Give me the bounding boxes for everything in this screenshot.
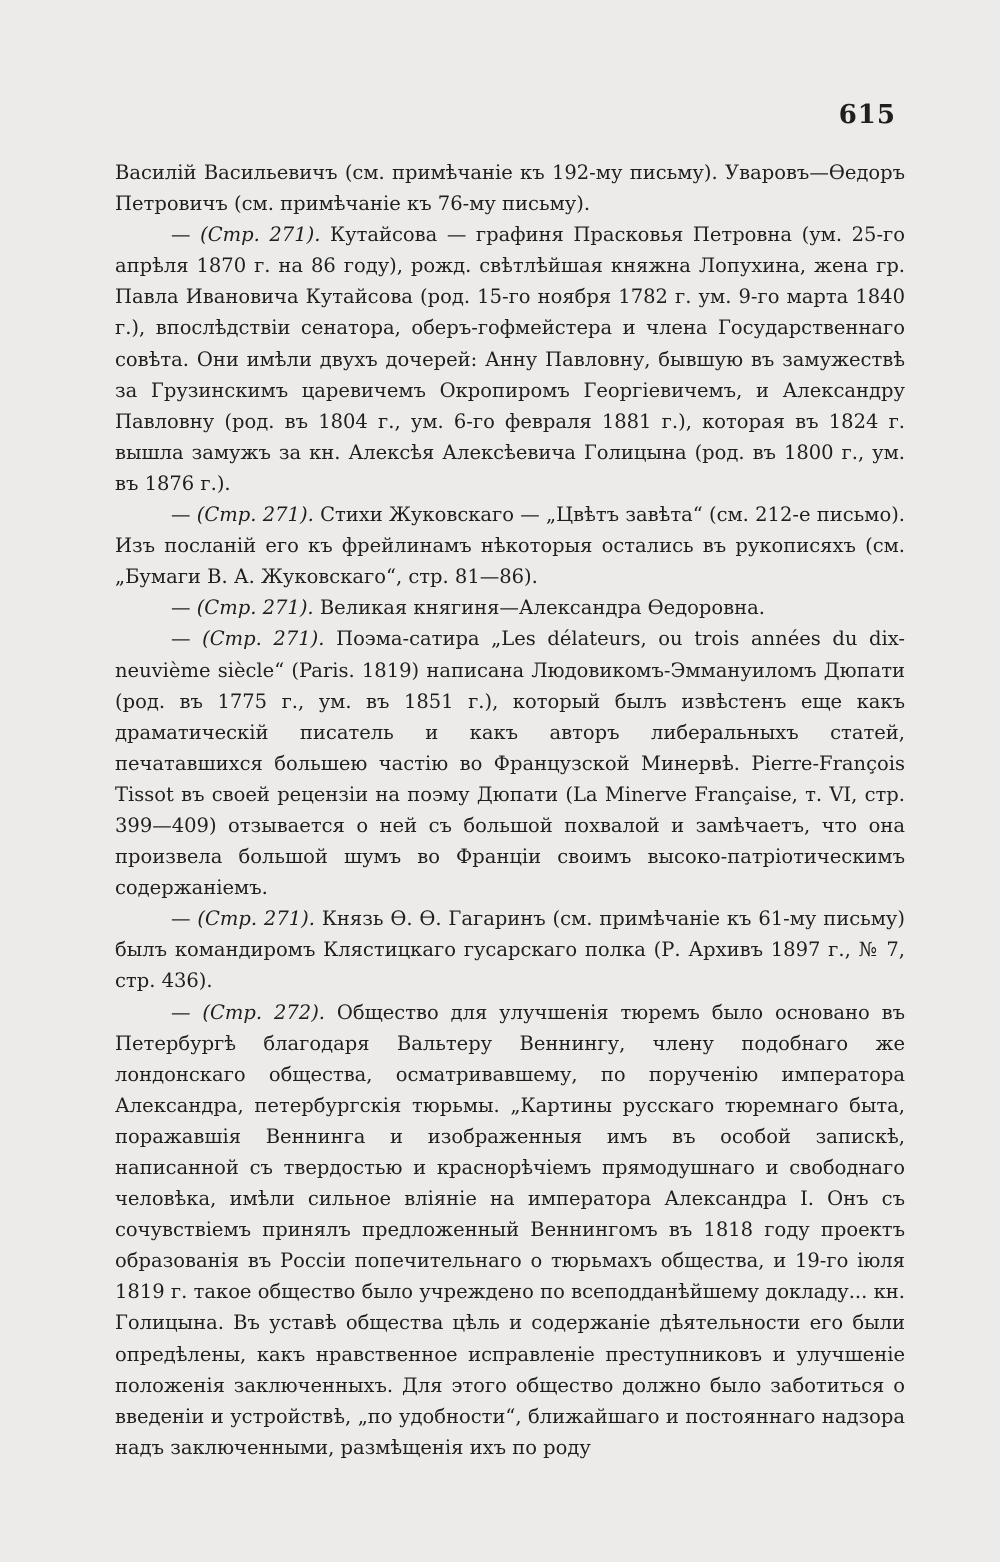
- body-text: [115, 157, 905, 1463]
- paragraph-3-reference: (Стр. 271).: [196, 503, 314, 527]
- paragraph-2-text: Кутайсова — графиня Прасковья Петровна (ум. 25-го апрѣля 1870 г. на 86 году), рожд. свѣтлѣйшая княжна Лопухина, жена гр. Павла Ивановича Кутайсова (род. 15-го ноября 1782 г. ум. 9-го марта 1840 г.), впослѣдствіи сенатора, оберъ-гофмейстера и члена Государственнаго совѣта. Они имѣли двухъ дочерей: Анну Павловну, бывшую въ замужествѣ за Грузинскимъ царевичемъ Окропиромъ Георгіевичемъ, и Александру Павловну (род. въ 1804 г., ум. 6-го февраля 1881 г.), которая въ 1824 г. вышла замужъ за кн. Алексѣя Алексѣевича Голицына (род. въ 1800 г., ум. въ 1876 г.).: [115, 223, 905, 495]
- paragraph-1: [115, 157, 905, 219]
- paragraph-7: [115, 997, 905, 1463]
- paragraph-6-text: Князь Ѳ. Ѳ. Гагаринъ (см. примѣчаніе къ 61-му письму) былъ командиромъ Клястицкаго гусарскаго полка (Р. Архивъ 1897 г., № 7, стр. 436).: [115, 907, 906, 993]
- paragraph-3-text: Стихи Жуковскаго — „Цвѣтъ завѣта“ (см. 212-е письмо). Изъ посланій его къ фрейлинамъ нѣкоторыя остались въ рукописяхъ (см. „Бумаги В. А. Жуковскаго“, стр. 81—86).: [115, 503, 906, 589]
- paragraph-7-text: Общество для улучшенія тюремъ было основано въ Петербургѣ благодаря Вальтеру Веннингу, члену подобнаго же лондонскаго общества, осматривавшему, по порученію императора Александра, петербургскія тюрьмы. „Картины русскаго тюремнаго быта, поражавшія Веннинга и изображенныя имъ въ особой запискѣ, написанной съ твердостью и краснорѣчіемъ прямодушнаго и свободнаго человѣка, имѣли сильное вліяніе на императора Александра I. Онъ съ сочувствіемъ принялъ предложенный Веннингомъ въ 1818 году проектъ образованія въ Россіи попечительнаго о тюрьмахъ общества, и 19-го іюля 1819 г. такое общество было учреждено по всеподданѣйшему докладу... кн. Голицына. Въ уставѣ общества цѣль и содержаніе дѣятельности его были опредѣлены, какъ нравственное исправленіе преступниковъ и улучшеніе положенія заключенныхъ. Для этого общество должно было заботиться о введеніи и устройствѣ, „по удобности“, ближайшаго и постояннаго надзора надъ заключенными, размѣщенія ихъ по роду: [115, 1000, 905, 1459]
- paragraph-5-text: Поэма-сатира „Les délateurs, ou trois années du dix-neuvième siècle“ (Paris. 1819) написана Людовикомъ-Эммануиломъ Дюпати (род. въ 1775 г., ум. въ 1851 г.), который былъ извѣстенъ еще какъ драматическій писатель и какъ авторъ либеральныхъ статей, печатавшихся большею частію во Французской Минервѣ. Pierre-François Tissot въ своей рецензіи на поэму Дюпати (La Minerve Française, т. VI, стр. 399—409) отзывается о ней съ большой похвалой и замѣчаетъ, что она произвела большой шумъ во Франціи своимъ высоко-патріотическимъ содержаніемъ.: [115, 627, 905, 900]
- paragraph-5: [115, 623, 905, 903]
- paragraph-4: [115, 592, 905, 623]
- paragraph-5-reference: (Стр. 271).: [202, 627, 325, 651]
- paragraph-6: [115, 903, 905, 996]
- paragraph-1-text: Василій Васильевичъ (см. примѣчаніе къ 192-му письму). Уваровъ—Ѳедоръ Петровичъ (см. примѣчаніе къ 76-му письму).: [115, 161, 905, 216]
- paragraph-4-dash: —: [171, 596, 191, 620]
- paragraph-6-dash: —: [171, 907, 191, 931]
- paragraph-7-dash: —: [171, 1000, 191, 1024]
- paragraph-3-dash: —: [171, 503, 191, 527]
- paragraph-5-dash: —: [171, 627, 191, 651]
- paragraph-2-dash: —: [171, 223, 191, 247]
- paragraph-7-reference: (Стр. 272).: [202, 1000, 325, 1024]
- paragraph-4-reference: (Стр. 271).: [196, 596, 314, 620]
- paragraph-3: [115, 499, 905, 592]
- paragraph-2: [115, 219, 905, 499]
- page-number: 615: [838, 100, 896, 130]
- paragraph-6-reference: (Стр. 271).: [197, 907, 315, 931]
- paragraph-2-reference: (Стр. 271).: [200, 223, 321, 247]
- paragraph-4-text: Великая княгиня—Александра Ѳедоровна.: [319, 596, 765, 620]
